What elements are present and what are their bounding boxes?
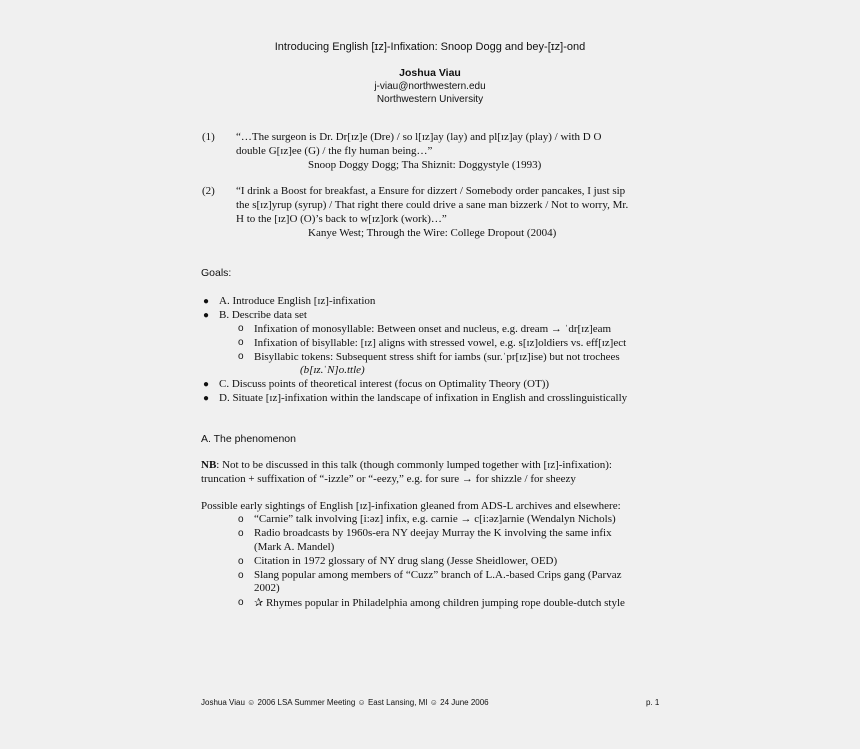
circle-bullet-icon: o	[238, 556, 244, 567]
circle-bullet-icon: o	[238, 351, 244, 362]
sighting-item-2-continuation: (Mark A. Mandel)	[254, 541, 335, 553]
nb-line-2: truncation + suffixation of “-izzle” or “-eezy,” e.g. for sure → for shizzle / for sheezy	[201, 473, 576, 485]
nb-label: NB	[201, 459, 217, 471]
circle-bullet-icon: o	[238, 514, 244, 525]
footer-left: Joshua Viau ☺ 2006 LSA Summer Meeting ☺ East Lansing, MI ☺ 24 June 2006	[201, 698, 489, 707]
example-1-number: (1)	[202, 131, 215, 143]
author-affiliation: Northwestern University	[376, 94, 484, 105]
circle-bullet-icon: o	[238, 337, 244, 348]
sighting-item-4-continuation: 2002)	[254, 582, 280, 594]
goal-item-d: D. Situate [ɪz]-infixation within the landscape of infixation in English and crosslinguistically	[219, 392, 628, 404]
page-number: p. 1	[646, 698, 660, 707]
circle-bullet-icon: o	[238, 597, 244, 608]
example-2-number: (2)	[202, 185, 215, 197]
author-name: Joshua Viau	[399, 67, 461, 79]
example-2-citation: Kanye West; Through the Wire: College Dropout (2004)	[308, 227, 557, 239]
bullet-icon: ●	[203, 296, 210, 307]
example-1-citation: Snoop Doggy Dogg; Tha Shiznit: Doggystyle (1993)	[308, 159, 542, 171]
circle-bullet-icon: o	[238, 528, 244, 539]
goal-subitem-3: Bisyllabic tokens: Subsequent stress shift for iambs (sur.ˈpr[ɪz]ise) but not trochees	[254, 351, 620, 363]
circle-bullet-icon: o	[238, 570, 244, 581]
author-email: j-viau@northwestern.edu	[374, 81, 486, 92]
example-2-line-2: the s[ɪz]yrup (syrup) / That right there could drive a sane man bizzerk / Not to worry, Mr.	[236, 199, 629, 211]
circle-bullet-icon: o	[238, 323, 244, 334]
nb-text: : Not to be discussed in this talk (though commonly lumped together with [ɪz]-infixation):	[216, 459, 612, 471]
goals-heading: Goals:	[201, 267, 232, 279]
goal-subitem-2: Infixation of bisyllable: [ɪz] aligns with stressed vowel, e.g. s[ɪz]oldiers vs. eff[ɪz]ect	[254, 337, 627, 349]
sightings-intro: Possible early sightings of English [ɪz]-infixation gleaned from ADS-L archives and elsewhere:	[201, 500, 621, 512]
example-1-line-2: double G[ɪz]ee (G) / the fly human being…”	[236, 145, 433, 157]
bullet-icon: ●	[203, 310, 210, 321]
paper-title: Introducing English [ɪz]-Infixation: Snoop Dogg and bey-[ɪz]-ond	[274, 41, 586, 53]
sighting-item-1: “Carnie” talk involving [i:ǝz] infix, e.g. carnie → c[i:ǝz]arnie (Wendalyn Nichols)	[254, 513, 616, 525]
example-2-line-1: “I drink a Boost for breakfast, a Ensure for dizzert / Somebody order pancakes, I just sip	[236, 185, 626, 197]
sighting-item-2: Radio broadcasts by 1960s-era NY deejay Murray the K involving the same infix	[254, 527, 612, 539]
goal-subitem-1: Infixation of monosyllable: Between onset and nucleus, e.g. dream → ˈdr[ɪz]eam	[254, 323, 612, 335]
goal-item-b: B. Describe data set	[219, 309, 307, 321]
bullet-icon: ●	[203, 393, 210, 404]
example-1-line-1: “…The surgeon is Dr. Dr[ɪz]e (Dre) / so l[ɪz]ay (lay) and pl[ɪz]ay (play) / with D O	[236, 131, 602, 143]
example-2-line-3: H to the [ɪz]O (O)’s back to w[ɪz]ork (work)…”	[236, 213, 447, 225]
sighting-item-4: Slang popular among members of “Cuzz” branch of L.A.-based Crips gang (Parvaz	[254, 569, 622, 581]
goal-item-c: C. Discuss points of theoretical interest (focus on Optimality Theory (OT))	[219, 378, 550, 390]
bullet-icon: ●	[203, 379, 210, 390]
sighting-item-3: Citation in 1972 glossary of NY drug slang (Jesse Sheidlower, OED)	[254, 555, 558, 567]
goal-subitem-3-continuation: (b[ɪz.ˈN]o.ttle)	[300, 364, 365, 376]
section-heading-phenomenon: A. The phenomenon	[201, 433, 296, 445]
goal-item-a: A. Introduce English [ɪz]-infixation	[219, 295, 376, 307]
nb-line-1	[201, 459, 612, 471]
sighting-item-5: ✰ Rhymes popular in Philadelphia among children jumping rope double-dutch style	[254, 597, 625, 609]
